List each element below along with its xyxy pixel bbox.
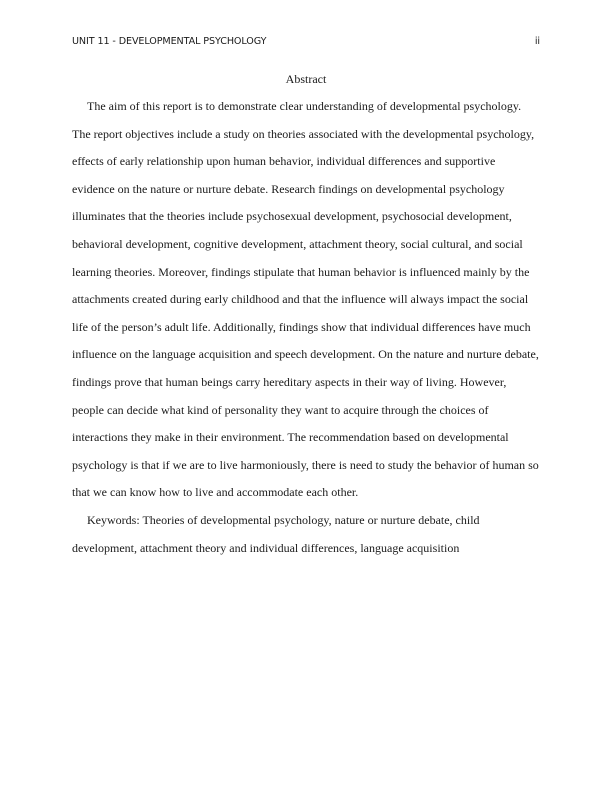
abstract-line: learning theories. Moreover, findings stipulate that human behavior is influenced mainly by the <box>72 264 530 279</box>
running-head-title: UNIT 11 - DEVELOPMENTAL PSYCHOLOGY <box>72 36 267 47</box>
abstract-line: influence on the language acquisition and speech development. On the nature and nurture debate, <box>72 347 539 362</box>
abstract-paragraph <box>72 96 540 510</box>
keywords-paragraph <box>72 510 540 565</box>
abstract-line: The aim of this report is to demonstrate clear understanding of developmental psychology. <box>87 99 522 113</box>
keywords-line: Keywords: Theories of developmental psychology, nature or nurture debate, child <box>87 512 480 527</box>
page-number: ii <box>534 36 540 47</box>
abstract-line: behavioral development, cognitive development, attachment theory, social cultural, and social <box>72 236 523 251</box>
abstract-line: evidence on the nature or nurture debate. Research findings on developmental psychology <box>72 181 505 196</box>
abstract-section <box>72 68 540 565</box>
abstract-line: that we can know how to live and accommodate each other. <box>72 485 359 500</box>
abstract-line: illuminates that the theories include psychosexual development, psychosocial development, <box>72 209 512 224</box>
abstract-line: effects of early relationship upon human behavior, individual differences and supportive <box>72 154 496 169</box>
abstract-line: The report objectives include a study on theories associated with the developmental psychology, <box>72 126 535 141</box>
abstract-line: psychology is that if we are to live harmoniously, there is need to study the behavior of human so <box>72 457 539 472</box>
abstract-line: interactions they make in their environment. The recommendation based on developmental <box>72 430 509 445</box>
abstract-line: people can decide what kind of personality they want to acquire through the choices of <box>72 402 489 417</box>
abstract-heading: Abstract <box>285 72 327 86</box>
abstract-line: findings prove that human beings carry hereditary aspects in their way of living. However, <box>72 374 507 389</box>
running-head <box>72 36 540 50</box>
abstract-line: attachments created during early childhood and that the influence will always impact the social <box>72 292 529 307</box>
keywords-line: development, attachment theory and individual differences, language acquisition <box>72 540 460 555</box>
abstract-line: life of the person’s adult life. Additionally, findings show that individual differences have much <box>72 319 531 334</box>
